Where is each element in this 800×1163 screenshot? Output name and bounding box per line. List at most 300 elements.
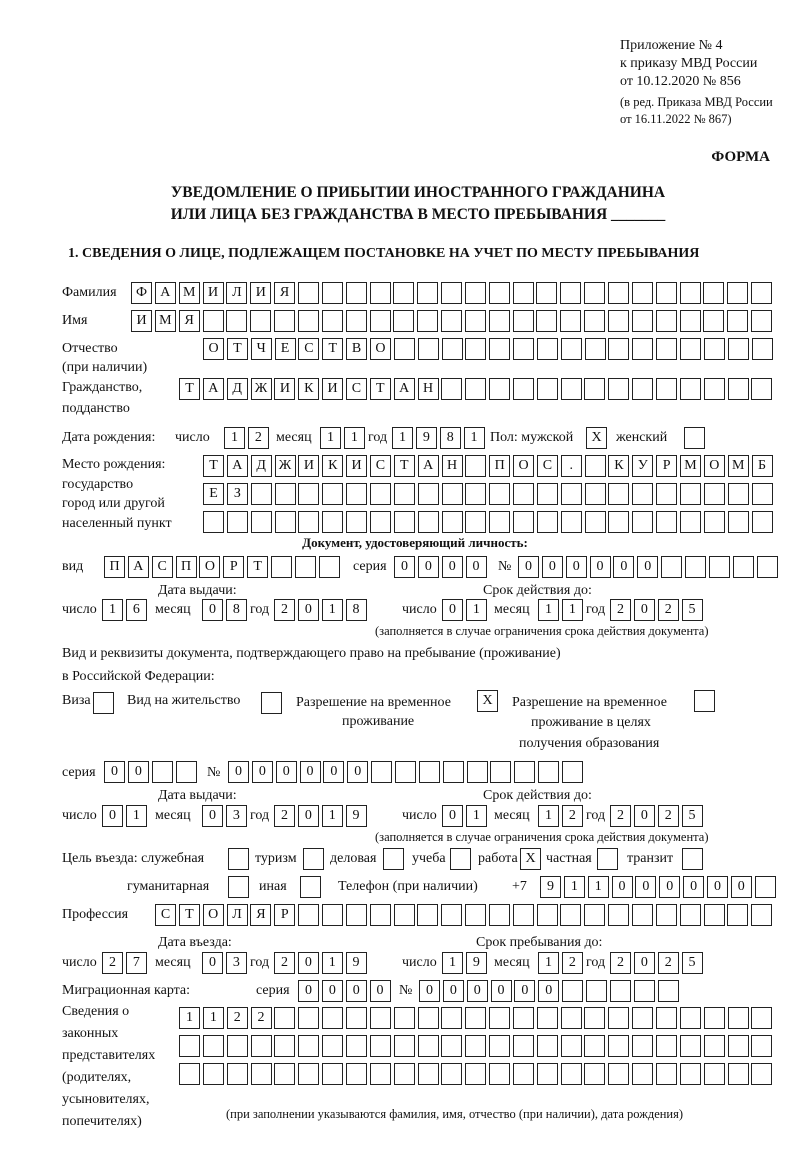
char-box[interactable] <box>417 282 438 304</box>
char-box[interactable] <box>561 1035 582 1057</box>
char-box[interactable] <box>298 1035 319 1057</box>
char-box[interactable] <box>727 310 748 332</box>
char-box[interactable]: 9 <box>466 952 487 974</box>
char-box[interactable] <box>251 511 272 533</box>
char-box[interactable] <box>441 904 462 926</box>
char-box[interactable]: Р <box>223 556 244 578</box>
char-box[interactable] <box>704 1035 725 1057</box>
birth-day-boxes[interactable] <box>224 427 272 449</box>
char-box[interactable]: 1 <box>538 599 559 621</box>
char-box[interactable] <box>560 310 581 332</box>
char-box[interactable]: 0 <box>202 599 223 621</box>
char-box[interactable] <box>322 483 343 505</box>
char-box[interactable]: 0 <box>514 980 535 1002</box>
char-box[interactable] <box>561 511 582 533</box>
char-box[interactable] <box>704 1063 725 1085</box>
char-box[interactable] <box>704 338 725 360</box>
char-box[interactable] <box>443 761 464 783</box>
char-box[interactable]: 2 <box>248 427 269 449</box>
char-box[interactable] <box>586 980 607 1002</box>
char-box[interactable]: 2 <box>274 599 295 621</box>
char-box[interactable] <box>490 761 511 783</box>
char-box[interactable]: Д <box>251 455 272 477</box>
char-box[interactable] <box>227 511 248 533</box>
char-box[interactable]: 0 <box>731 876 752 898</box>
char-box[interactable]: 1 <box>538 805 559 827</box>
char-box[interactable]: Р <box>274 904 295 926</box>
char-box[interactable]: 5 <box>682 805 703 827</box>
char-box[interactable] <box>585 483 606 505</box>
char-box[interactable]: Т <box>179 378 200 400</box>
char-box[interactable] <box>513 378 534 400</box>
purpose-business-checkbox[interactable] <box>383 848 407 870</box>
char-box[interactable] <box>370 511 391 533</box>
trp-education-checkbox[interactable] <box>694 690 718 712</box>
char-box[interactable]: И <box>346 455 367 477</box>
id-number-boxes[interactable] <box>518 556 780 578</box>
char-box[interactable]: 0 <box>102 805 123 827</box>
char-box[interactable] <box>513 511 534 533</box>
stay-valid-day-boxes[interactable] <box>442 805 490 827</box>
char-box[interactable] <box>441 1063 462 1085</box>
char-box[interactable]: 1 <box>466 599 487 621</box>
char-box[interactable] <box>371 761 392 783</box>
char-box[interactable]: Т <box>227 338 248 360</box>
char-box[interactable]: 0 <box>542 556 563 578</box>
char-box[interactable] <box>441 282 462 304</box>
char-box[interactable] <box>465 1035 486 1057</box>
purpose-humanitarian-checkbox[interactable] <box>228 876 252 898</box>
char-box[interactable]: А <box>418 455 439 477</box>
profession-boxes[interactable] <box>155 904 775 926</box>
char-box[interactable] <box>752 483 773 505</box>
char-box[interactable]: 0 <box>442 599 463 621</box>
char-box[interactable] <box>489 378 510 400</box>
char-box[interactable]: 1 <box>562 599 583 621</box>
char-box[interactable]: 0 <box>538 980 559 1002</box>
char-box[interactable]: Ж <box>275 455 296 477</box>
char-box[interactable] <box>632 483 653 505</box>
char-box[interactable] <box>442 338 463 360</box>
char-box[interactable]: 9 <box>416 427 437 449</box>
char-box[interactable] <box>562 761 583 783</box>
char-box[interactable]: Д <box>227 378 248 400</box>
purpose-transit-checkbox[interactable] <box>682 848 706 870</box>
char-box[interactable] <box>656 511 677 533</box>
char-box[interactable]: И <box>250 282 271 304</box>
birth-year-boxes[interactable] <box>392 427 487 449</box>
char-box[interactable] <box>393 282 414 304</box>
stay-valid-month-boxes[interactable] <box>538 805 586 827</box>
char-box[interactable]: О <box>203 338 224 360</box>
char-box[interactable] <box>513 282 534 304</box>
char-box[interactable] <box>489 282 510 304</box>
char-box[interactable] <box>370 282 391 304</box>
char-box[interactable]: 9 <box>346 952 367 974</box>
char-box[interactable] <box>561 1063 582 1085</box>
sex-female-checkbox[interactable] <box>684 427 708 449</box>
purpose-private-checkbox[interactable] <box>597 848 621 870</box>
char-box[interactable]: Т <box>394 455 415 477</box>
char-box[interactable]: 0 <box>323 761 344 783</box>
char-box[interactable]: X <box>477 690 498 712</box>
char-box[interactable]: 1 <box>442 952 463 974</box>
char-box[interactable] <box>632 378 653 400</box>
char-box[interactable]: У <box>632 455 653 477</box>
char-box[interactable] <box>514 761 535 783</box>
char-box[interactable] <box>346 1035 367 1057</box>
char-box[interactable]: К <box>298 378 319 400</box>
char-box[interactable]: К <box>322 455 343 477</box>
char-box[interactable] <box>680 1035 701 1057</box>
char-box[interactable]: М <box>680 455 701 477</box>
char-box[interactable] <box>251 483 272 505</box>
char-box[interactable] <box>537 1007 558 1029</box>
char-box[interactable]: 1 <box>322 599 343 621</box>
char-box[interactable] <box>728 1035 749 1057</box>
char-box[interactable] <box>465 455 486 477</box>
char-box[interactable] <box>179 1063 200 1085</box>
char-box[interactable] <box>632 511 653 533</box>
stay-issue-year-boxes[interactable] <box>274 805 369 827</box>
char-box[interactable] <box>728 483 749 505</box>
purpose-other-checkbox[interactable] <box>300 876 324 898</box>
char-box[interactable] <box>465 338 486 360</box>
char-box[interactable]: 1 <box>466 805 487 827</box>
char-box[interactable] <box>394 904 415 926</box>
char-box[interactable] <box>584 1035 605 1057</box>
char-box[interactable]: 2 <box>610 599 631 621</box>
char-box[interactable] <box>632 1063 653 1085</box>
char-box[interactable] <box>585 511 606 533</box>
char-box[interactable] <box>298 511 319 533</box>
char-box[interactable]: А <box>203 378 224 400</box>
char-box[interactable]: Р <box>656 455 677 477</box>
purpose-tourism-checkbox[interactable] <box>303 848 327 870</box>
char-box[interactable] <box>261 692 282 714</box>
char-box[interactable] <box>537 904 558 926</box>
char-box[interactable] <box>584 1007 605 1029</box>
purpose-study-checkbox[interactable] <box>450 848 474 870</box>
char-box[interactable] <box>489 511 510 533</box>
char-box[interactable] <box>704 904 725 926</box>
char-box[interactable] <box>465 310 486 332</box>
char-box[interactable]: 2 <box>251 1007 272 1029</box>
char-box[interactable] <box>537 378 558 400</box>
char-box[interactable] <box>322 282 343 304</box>
char-box[interactable]: 1 <box>588 876 609 898</box>
char-box[interactable] <box>298 282 319 304</box>
char-box[interactable] <box>465 1063 486 1085</box>
char-box[interactable] <box>418 511 439 533</box>
char-box[interactable] <box>656 1007 677 1029</box>
char-box[interactable] <box>680 338 701 360</box>
char-box[interactable] <box>608 338 629 360</box>
char-box[interactable] <box>513 1063 534 1085</box>
char-box[interactable] <box>93 692 114 714</box>
char-box[interactable]: 0 <box>298 980 319 1002</box>
char-box[interactable] <box>303 848 324 870</box>
char-box[interactable] <box>417 310 438 332</box>
char-box[interactable]: 1 <box>320 427 341 449</box>
char-box[interactable]: 0 <box>491 980 512 1002</box>
char-box[interactable]: 0 <box>104 761 125 783</box>
char-box[interactable] <box>632 282 653 304</box>
char-box[interactable]: 0 <box>202 952 223 974</box>
char-box[interactable] <box>728 1063 749 1085</box>
char-box[interactable]: 0 <box>518 556 539 578</box>
char-box[interactable]: 0 <box>442 805 463 827</box>
char-box[interactable]: 7 <box>126 952 147 974</box>
char-box[interactable] <box>608 1007 629 1029</box>
char-box[interactable]: 0 <box>637 556 658 578</box>
char-box[interactable] <box>370 1035 391 1057</box>
purpose-official-checkbox[interactable] <box>228 848 252 870</box>
char-box[interactable]: Ф <box>131 282 152 304</box>
char-box[interactable]: 0 <box>347 761 368 783</box>
char-box[interactable] <box>656 904 677 926</box>
char-box[interactable] <box>465 483 486 505</box>
char-box[interactable] <box>536 310 557 332</box>
residence-permit-checkbox[interactable] <box>261 692 285 714</box>
char-box[interactable] <box>685 556 706 578</box>
char-box[interactable] <box>250 310 271 332</box>
char-box[interactable]: 0 <box>566 556 587 578</box>
char-box[interactable]: 2 <box>227 1007 248 1029</box>
char-box[interactable]: 5 <box>682 952 703 974</box>
char-box[interactable] <box>680 904 701 926</box>
char-box[interactable] <box>656 1063 677 1085</box>
char-box[interactable]: 1 <box>102 599 123 621</box>
char-box[interactable]: 1 <box>126 805 147 827</box>
char-box[interactable] <box>751 904 772 926</box>
char-box[interactable] <box>680 282 701 304</box>
until-month-boxes[interactable] <box>538 952 586 974</box>
char-box[interactable] <box>450 848 471 870</box>
char-box[interactable] <box>489 310 510 332</box>
char-box[interactable] <box>751 1035 772 1057</box>
char-box[interactable]: 0 <box>443 980 464 1002</box>
char-box[interactable]: 0 <box>202 805 223 827</box>
char-box[interactable]: 8 <box>346 599 367 621</box>
char-box[interactable]: 0 <box>276 761 297 783</box>
char-box[interactable]: Я <box>179 310 200 332</box>
char-box[interactable] <box>608 1035 629 1057</box>
char-box[interactable]: 2 <box>658 599 679 621</box>
char-box[interactable] <box>632 310 653 332</box>
char-box[interactable] <box>680 511 701 533</box>
char-box[interactable]: 2 <box>274 952 295 974</box>
char-box[interactable] <box>489 338 510 360</box>
char-box[interactable] <box>656 310 677 332</box>
char-box[interactable] <box>203 1063 224 1085</box>
char-box[interactable]: 0 <box>635 876 656 898</box>
char-box[interactable] <box>656 282 677 304</box>
char-box[interactable] <box>608 282 629 304</box>
id-issue-month-boxes[interactable] <box>202 599 250 621</box>
char-box[interactable] <box>537 1063 558 1085</box>
birthplace-boxes-3[interactable] <box>203 511 775 533</box>
char-box[interactable]: 8 <box>440 427 461 449</box>
char-box[interactable] <box>394 1007 415 1029</box>
stay-series-boxes[interactable] <box>104 761 199 783</box>
id-valid-month-boxes[interactable] <box>538 599 586 621</box>
char-box[interactable] <box>680 1007 701 1029</box>
char-box[interactable]: С <box>152 556 173 578</box>
char-box[interactable] <box>395 761 416 783</box>
char-box[interactable]: И <box>131 310 152 332</box>
char-box[interactable] <box>467 761 488 783</box>
char-box[interactable] <box>680 483 701 505</box>
char-box[interactable] <box>584 310 605 332</box>
char-box[interactable] <box>728 511 749 533</box>
char-box[interactable]: 0 <box>659 876 680 898</box>
char-box[interactable] <box>561 483 582 505</box>
char-box[interactable]: З <box>227 483 248 505</box>
char-box[interactable] <box>394 338 415 360</box>
char-box[interactable] <box>608 1063 629 1085</box>
char-box[interactable]: С <box>537 455 558 477</box>
char-box[interactable] <box>322 1007 343 1029</box>
char-box[interactable]: В <box>346 338 367 360</box>
char-box[interactable]: 0 <box>590 556 611 578</box>
char-box[interactable] <box>383 848 404 870</box>
char-box[interactable] <box>152 761 173 783</box>
char-box[interactable] <box>585 338 606 360</box>
char-box[interactable]: С <box>298 338 319 360</box>
char-box[interactable]: 0 <box>634 952 655 974</box>
char-box[interactable] <box>656 1035 677 1057</box>
char-box[interactable]: С <box>370 455 391 477</box>
char-box[interactable]: 1 <box>322 952 343 974</box>
char-box[interactable] <box>298 310 319 332</box>
char-box[interactable]: 0 <box>298 805 319 827</box>
char-box[interactable]: Н <box>418 378 439 400</box>
char-box[interactable] <box>538 761 559 783</box>
phone-boxes[interactable] <box>540 876 779 898</box>
char-box[interactable]: 0 <box>228 761 249 783</box>
id-valid-day-boxes[interactable] <box>442 599 490 621</box>
char-box[interactable]: 0 <box>300 761 321 783</box>
char-box[interactable]: Я <box>250 904 271 926</box>
char-box[interactable]: И <box>274 378 295 400</box>
char-box[interactable] <box>394 1035 415 1057</box>
char-box[interactable]: Т <box>247 556 268 578</box>
char-box[interactable] <box>585 455 606 477</box>
char-box[interactable] <box>228 848 249 870</box>
char-box[interactable]: 1 <box>392 427 413 449</box>
char-box[interactable] <box>442 511 463 533</box>
char-box[interactable]: Н <box>442 455 463 477</box>
char-box[interactable]: 2 <box>562 952 583 974</box>
char-box[interactable] <box>656 338 677 360</box>
char-box[interactable]: Т <box>203 455 224 477</box>
char-box[interactable]: Ж <box>251 378 272 400</box>
char-box[interactable] <box>561 1007 582 1029</box>
char-box[interactable] <box>661 556 682 578</box>
char-box[interactable] <box>752 511 773 533</box>
char-box[interactable] <box>394 511 415 533</box>
char-box[interactable] <box>418 1063 439 1085</box>
char-box[interactable] <box>562 980 583 1002</box>
char-box[interactable] <box>561 338 582 360</box>
char-box[interactable] <box>275 483 296 505</box>
char-box[interactable] <box>656 483 677 505</box>
char-box[interactable]: И <box>322 378 343 400</box>
id-issue-day-boxes[interactable] <box>102 599 150 621</box>
char-box[interactable]: Л <box>227 904 248 926</box>
char-box[interactable]: И <box>203 282 224 304</box>
char-box[interactable] <box>271 556 292 578</box>
char-box[interactable] <box>704 1007 725 1029</box>
char-box[interactable] <box>370 1007 391 1029</box>
char-box[interactable] <box>251 1063 272 1085</box>
char-box[interactable] <box>227 1035 248 1057</box>
until-day-boxes[interactable] <box>442 952 490 974</box>
char-box[interactable] <box>298 904 319 926</box>
char-box[interactable] <box>417 904 438 926</box>
char-box[interactable] <box>513 483 534 505</box>
char-box[interactable]: Б <box>752 455 773 477</box>
char-box[interactable] <box>684 427 705 449</box>
char-box[interactable] <box>203 310 224 332</box>
char-box[interactable]: 1 <box>179 1007 200 1029</box>
char-box[interactable]: 0 <box>634 805 655 827</box>
char-box[interactable]: 0 <box>442 556 463 578</box>
char-box[interactable] <box>489 1063 510 1085</box>
char-box[interactable]: 0 <box>322 980 343 1002</box>
char-box[interactable]: 0 <box>128 761 149 783</box>
char-box[interactable] <box>370 1063 391 1085</box>
char-box[interactable]: 6 <box>126 599 147 621</box>
char-box[interactable] <box>584 282 605 304</box>
char-box[interactable] <box>418 1007 439 1029</box>
char-box[interactable]: К <box>608 455 629 477</box>
char-box[interactable] <box>680 378 701 400</box>
purpose-work-checkbox[interactable] <box>520 848 544 870</box>
char-box[interactable] <box>755 876 776 898</box>
char-box[interactable] <box>176 761 197 783</box>
char-box[interactable] <box>226 310 247 332</box>
char-box[interactable] <box>346 282 367 304</box>
char-box[interactable]: . <box>561 455 582 477</box>
char-box[interactable] <box>610 980 631 1002</box>
char-box[interactable] <box>632 1035 653 1057</box>
char-box[interactable] <box>322 511 343 533</box>
char-box[interactable] <box>346 1007 367 1029</box>
char-box[interactable] <box>751 378 772 400</box>
char-box[interactable] <box>489 904 510 926</box>
char-box[interactable]: Е <box>203 483 224 505</box>
char-box[interactable] <box>560 282 581 304</box>
char-box[interactable] <box>728 378 749 400</box>
char-box[interactable]: О <box>370 338 391 360</box>
char-box[interactable] <box>274 1063 295 1085</box>
char-box[interactable]: 2 <box>274 805 295 827</box>
char-box[interactable] <box>752 338 773 360</box>
char-box[interactable]: О <box>704 455 725 477</box>
char-box[interactable] <box>513 338 534 360</box>
char-box[interactable] <box>584 378 605 400</box>
char-box[interactable] <box>536 282 557 304</box>
id-issue-year-boxes[interactable] <box>274 599 369 621</box>
char-box[interactable] <box>251 1035 272 1057</box>
char-box[interactable]: Т <box>370 378 391 400</box>
char-box[interactable] <box>370 310 391 332</box>
char-box[interactable] <box>298 1063 319 1085</box>
char-box[interactable]: О <box>199 556 220 578</box>
char-box[interactable]: С <box>155 904 176 926</box>
